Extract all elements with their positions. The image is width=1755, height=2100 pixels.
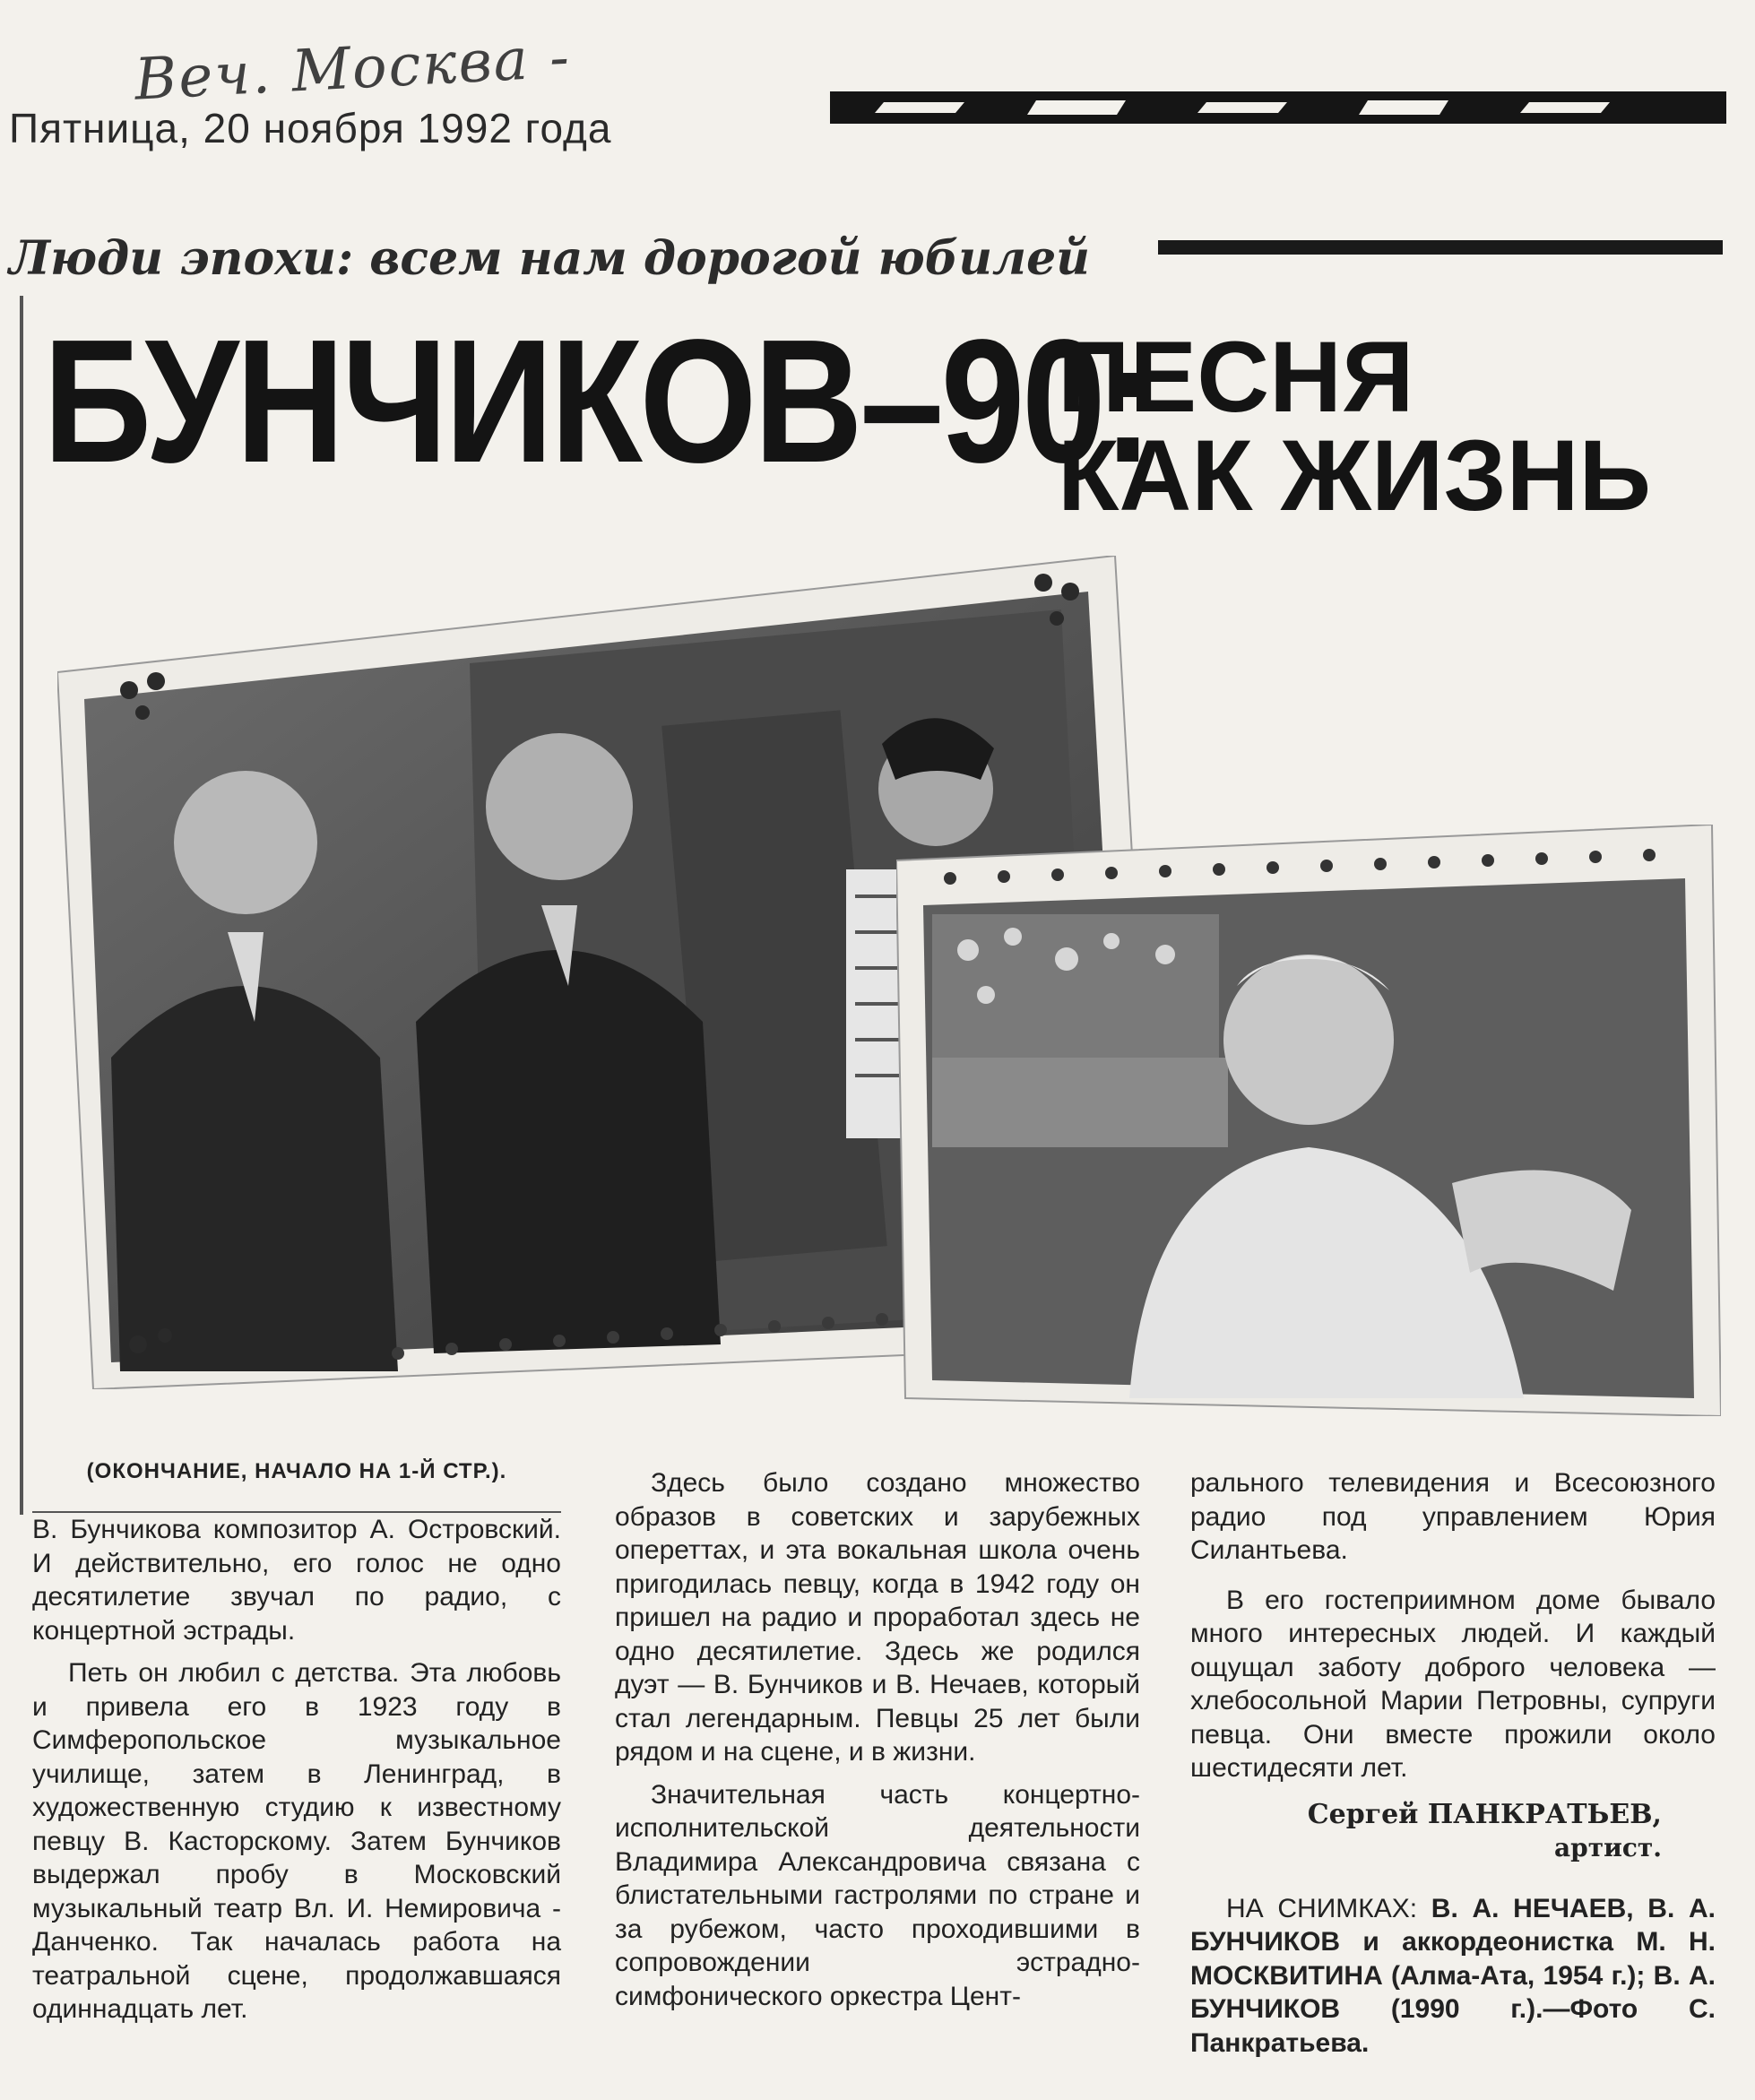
- handwritten-source-note: Веч. Москва -: [133, 24, 573, 114]
- paragraph: Значительная часть концертно-исполнительской деятельности Владимира Александровича связана с блистательными гастролями по стране и за рубежом, часто проходившими в сопровождении эстрадно-симфонического оркестра Цент-: [615, 1779, 1140, 2011]
- article-column-3: [1190, 1466, 1716, 2060]
- kicker-rule: [1158, 240, 1723, 255]
- article-column-1: [32, 1459, 561, 2027]
- headline-main: БУНЧИКОВ–90:: [43, 303, 1150, 499]
- masthead-ornament: [830, 86, 1726, 129]
- photo-caption: [1190, 1892, 1716, 2061]
- paragraph: рального телевидения и Всесоюзного радио под управлением Юрия Силантьева.: [1190, 1468, 1716, 1565]
- caption-lead: НА СНИМКАХ:: [1226, 1893, 1418, 1923]
- paragraph: В. Бунчикова композитор А. Островский. И действительно, его голос не одно десятилетие звучал по радио, с концертной эстрады.: [32, 1511, 561, 1647]
- frame-rule: [20, 296, 23, 1515]
- headline-sub-line-1: ПЕСНЯ: [1058, 321, 1414, 433]
- paragraph: Петь он любил с детства. Эта любовь и привела его в 1923 году в Симферопольское музыкальное училище, затем в Ленинград, в художественную студию к известному певцу В. Касторскому. Затем Бунчиков выдержал пробу в Московский музыкальный театр Вл. И. Немировича - Данченко. Так началась работа на театральной сцене, продолжавшаяся одиннадцать лет.: [32, 1658, 561, 2024]
- date-line: Пятница, 20 ноября 1992 года: [9, 105, 612, 151]
- headline-sub-line-2: КАК ЖИЗНЬ: [1058, 419, 1651, 531]
- photo-bunchikov-1990: [896, 825, 1721, 1416]
- continuation-note: (ОКОНЧАНИЕ, НАЧАЛО НА 1-Й СТР.).: [86, 1459, 507, 1483]
- headline-sub: [1058, 321, 1651, 531]
- paragraph: Здесь было создано множество образов в советских и зарубежных опереттах, и эта вокальная школа очень пригодилась певцу, когда в 1942 году он пришел на радио и проработал здесь не одно десятилетие. Здесь же родился дуэт — В. Бунчиков и В. Нечаев, который стал легендарным. Певцы 25 лет были рядом и на сцене, и в жизни.: [615, 1468, 1140, 1767]
- paragraph: В его гостеприимном доме бывало много интересных людей. И каждый ощущал заботу доброго человека — хлебосольной Марии Петровны, супруги певца. Они вместе прожили около шестидесяти лет.: [1190, 1585, 1716, 1783]
- article-kicker: Люди эпохи: всем нам дорогой юбилей: [9, 231, 1090, 286]
- author-name: Сергей ПАНКРАТЬЕВ,: [1307, 1798, 1662, 1830]
- author-role: артист.: [1554, 1833, 1662, 1862]
- article-column-2: [615, 1466, 1140, 2013]
- caption-body: В. А. НЕЧАЕВ, В. А. БУНЧИКОВ и аккордеонистка М. Н. МОСКВИТИНА (Алма-Ата, 1954 г.); В. А. БУНЧИКОВ (1990 г.).—Фото С. Панкратьева.: [1190, 1893, 1716, 2058]
